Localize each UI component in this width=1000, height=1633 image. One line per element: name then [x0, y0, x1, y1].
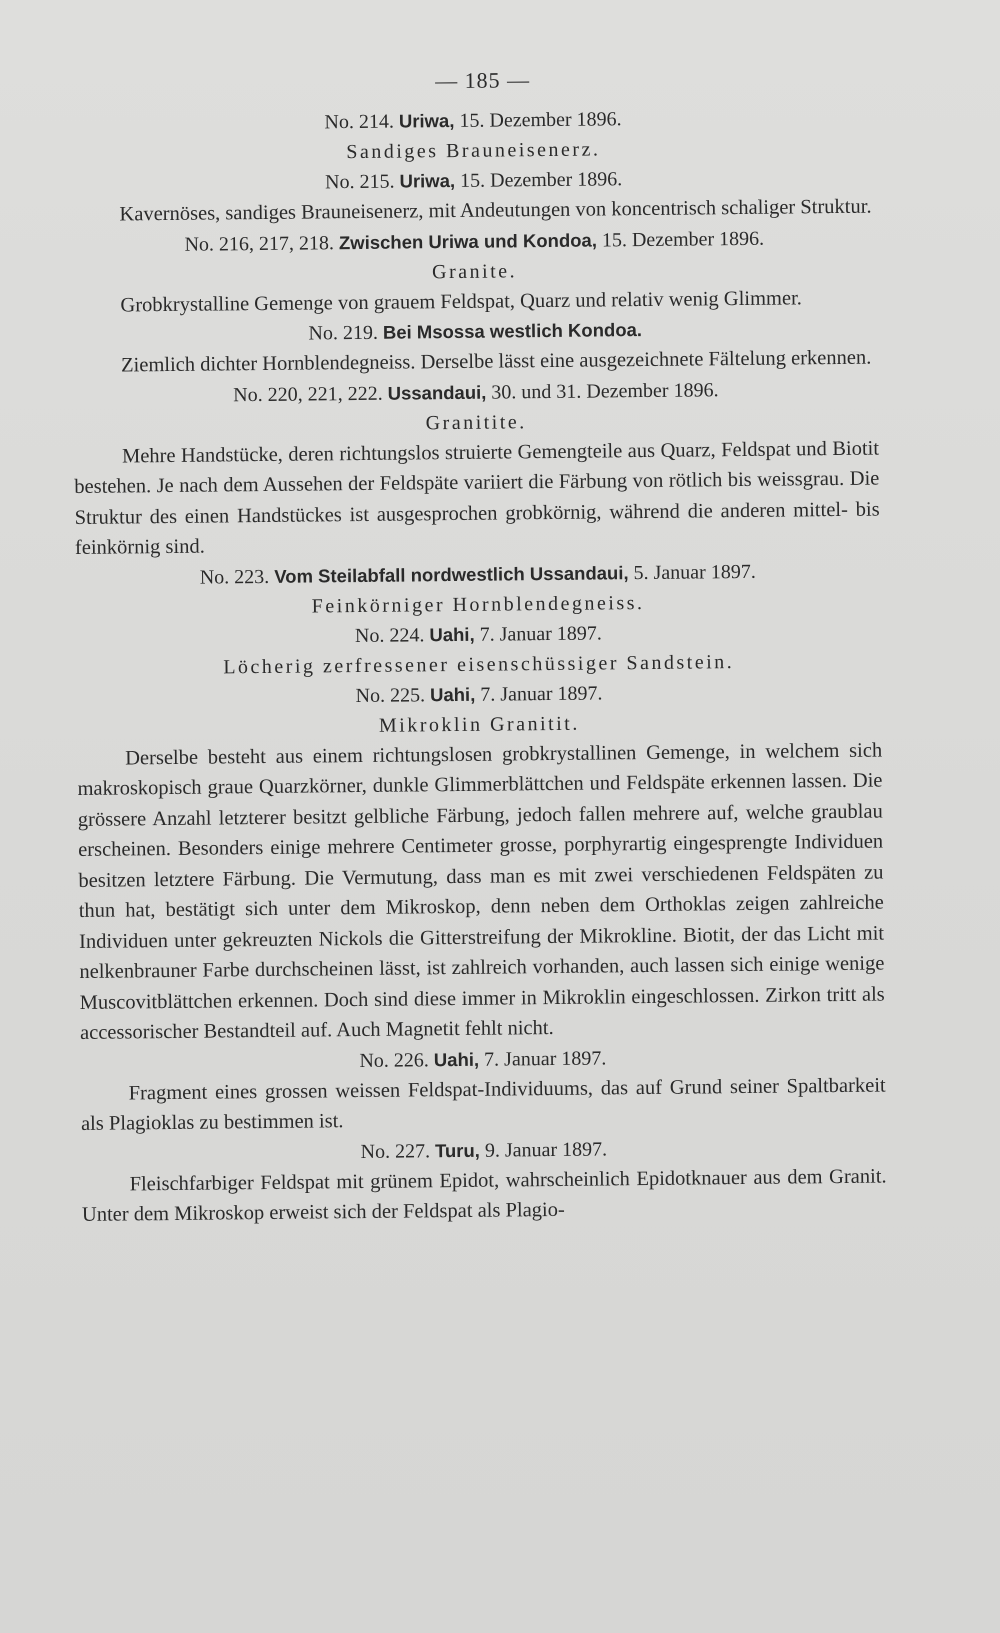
rock-name-223: Feinkörniger Hornblendegneiss. — [311, 591, 645, 617]
rock-name-225: Mikroklin Granitit. — [378, 712, 580, 737]
entry-location: Uriwa, — [398, 109, 455, 132]
entry-location: Uahi, — [433, 1048, 480, 1070]
entry-date: 7. Januar 1897. — [479, 621, 602, 646]
description-225: Derselbe besteht aus einem richtungslosen grobkrystallinen Gemenge, in welchem sich makroskopisch graue Quarzkörner, dunkle Glimmerblättchen und Feldspäte erkennen lassen. Die grössere Anzahl letzterer besitzt gelbliche Färbung, jedoch fallen mehrere auf, welche graublau erscheinen. Besonders einige mehrere Centimeter grosse, porphyrartig eingesprengte Individuen besitzen letztere Färbung. Die Vermutung, dass man es mit zwei verschiedenen Feldspäten zu thun hat, bestätigt sich unter dem Mikroskop, denn neben dem Orthoklas zeigen zahlreiche Individuen unter gekreuzten Nickols die Gitterstreifung der Mikrokline. Biotit, der das Licht mit nelkenbrauner Farbe durchscheinen lässt, ist zahlreich vorhanden, auch lassen sich einige wenige Muscovitblättchen erkennen. Doch sind diese immer in Mikroklin eingeschlossen. Zirkon tritt als accessorischer Bestandteil auf. Auch Magnetit fehlt nicht. — [77, 739, 885, 1044]
rock-name-220: Granitite. — [425, 410, 527, 434]
entry-date: 5. Januar 1897. — [633, 560, 756, 584]
page-content — [70, 64, 887, 1231]
entry-location: Uahi, — [429, 623, 475, 645]
description-220: Mehre Handstücke, deren richtungslos struierte Gemengteile aus Quarz, Feldspat und Biotit bestehen. Je nach dem Aussehen der Feldspäte variiert die Färbung von rötlich bis weissgrau. Die Struktur des einen Handstückes ist ausgesprochen grobkörnig, während die anderen mittel- bis feinkörnig sind. — [74, 437, 880, 559]
page-number: — 185 — — [434, 67, 531, 94]
entry-date: 7. Januar 1897. — [483, 1046, 607, 1071]
entry-date: 30. und 31. Dezember 1896. — [491, 378, 719, 404]
entry-date: 15. Dezember 1896. — [601, 227, 765, 251]
description-227: Fleischfarbiger Feldspat mit grünem Epidot, wahrscheinlich Epidotknauer aus dem Granit. Unter dem Mikroskop erweist sich der Feldspat als Plagio- — [81, 1165, 887, 1226]
rock-name-224: Löcherig zerfressener eisenschüssiger Sandstein. — [223, 650, 735, 678]
entry-number: No. 224. — [354, 623, 425, 647]
description-215: Kavernöses, sandiges Brauneisenerz, mit Andeutungen von koncentrisch schaliger Struktur. — [119, 195, 872, 226]
entry-date: 15. Dezember 1896. — [459, 108, 622, 132]
entry-location: Uahi, — [429, 683, 476, 705]
entry-number: No. 225. — [355, 683, 426, 707]
description-226: Fragment eines grossen weissen Feldspat-Individuums, das auf Grund seiner Spaltbarkeit als Plagioklas zu bestimmen ist. — [80, 1074, 886, 1135]
entry-location: Uriwa, — [399, 169, 456, 192]
entry-number: No. 223. — [199, 565, 270, 589]
entry-location: Vom Steilabfall nordwestlich Ussandaui, — [274, 561, 629, 587]
rock-name-214: Sandiges Brauneisenerz. — [346, 138, 601, 164]
entry-location: Zwischen Uriwa und Kondoa, — [338, 228, 598, 253]
entry-date: 9. Januar 1897. — [484, 1137, 608, 1162]
entry-location: Turu, — [434, 1139, 480, 1161]
entry-number: No. 227. — [360, 1139, 431, 1163]
entry-number: No. 215. — [324, 170, 395, 194]
description-219: Ziemlich dichter Hornblendegneiss. Derselbe lässt eine ausgezeichnete Fältelung erkennen. — [120, 346, 872, 377]
entry-number: No. 226. — [359, 1048, 429, 1072]
entry-number: No. 216, 217, 218. — [184, 231, 335, 256]
entry-location: Ussandaui, — [387, 381, 487, 404]
entry-date: 7. Januar 1897. — [480, 681, 603, 706]
rock-name-216: Granite. — [431, 259, 518, 283]
entry-date: 15. Dezember 1896. — [459, 168, 623, 192]
entry-location: Bei Msossa westlich Kondoa. — [382, 319, 643, 343]
description-216: Grobkrystalline Gemenge von grauem Feldspat, Quarz und relativ wenig Glimmer. — [120, 286, 802, 316]
entry-number: No. 220, 221, 222. — [233, 382, 383, 406]
entry-number: No. 214. — [324, 110, 395, 134]
entry-number: No. 219. — [308, 321, 379, 345]
